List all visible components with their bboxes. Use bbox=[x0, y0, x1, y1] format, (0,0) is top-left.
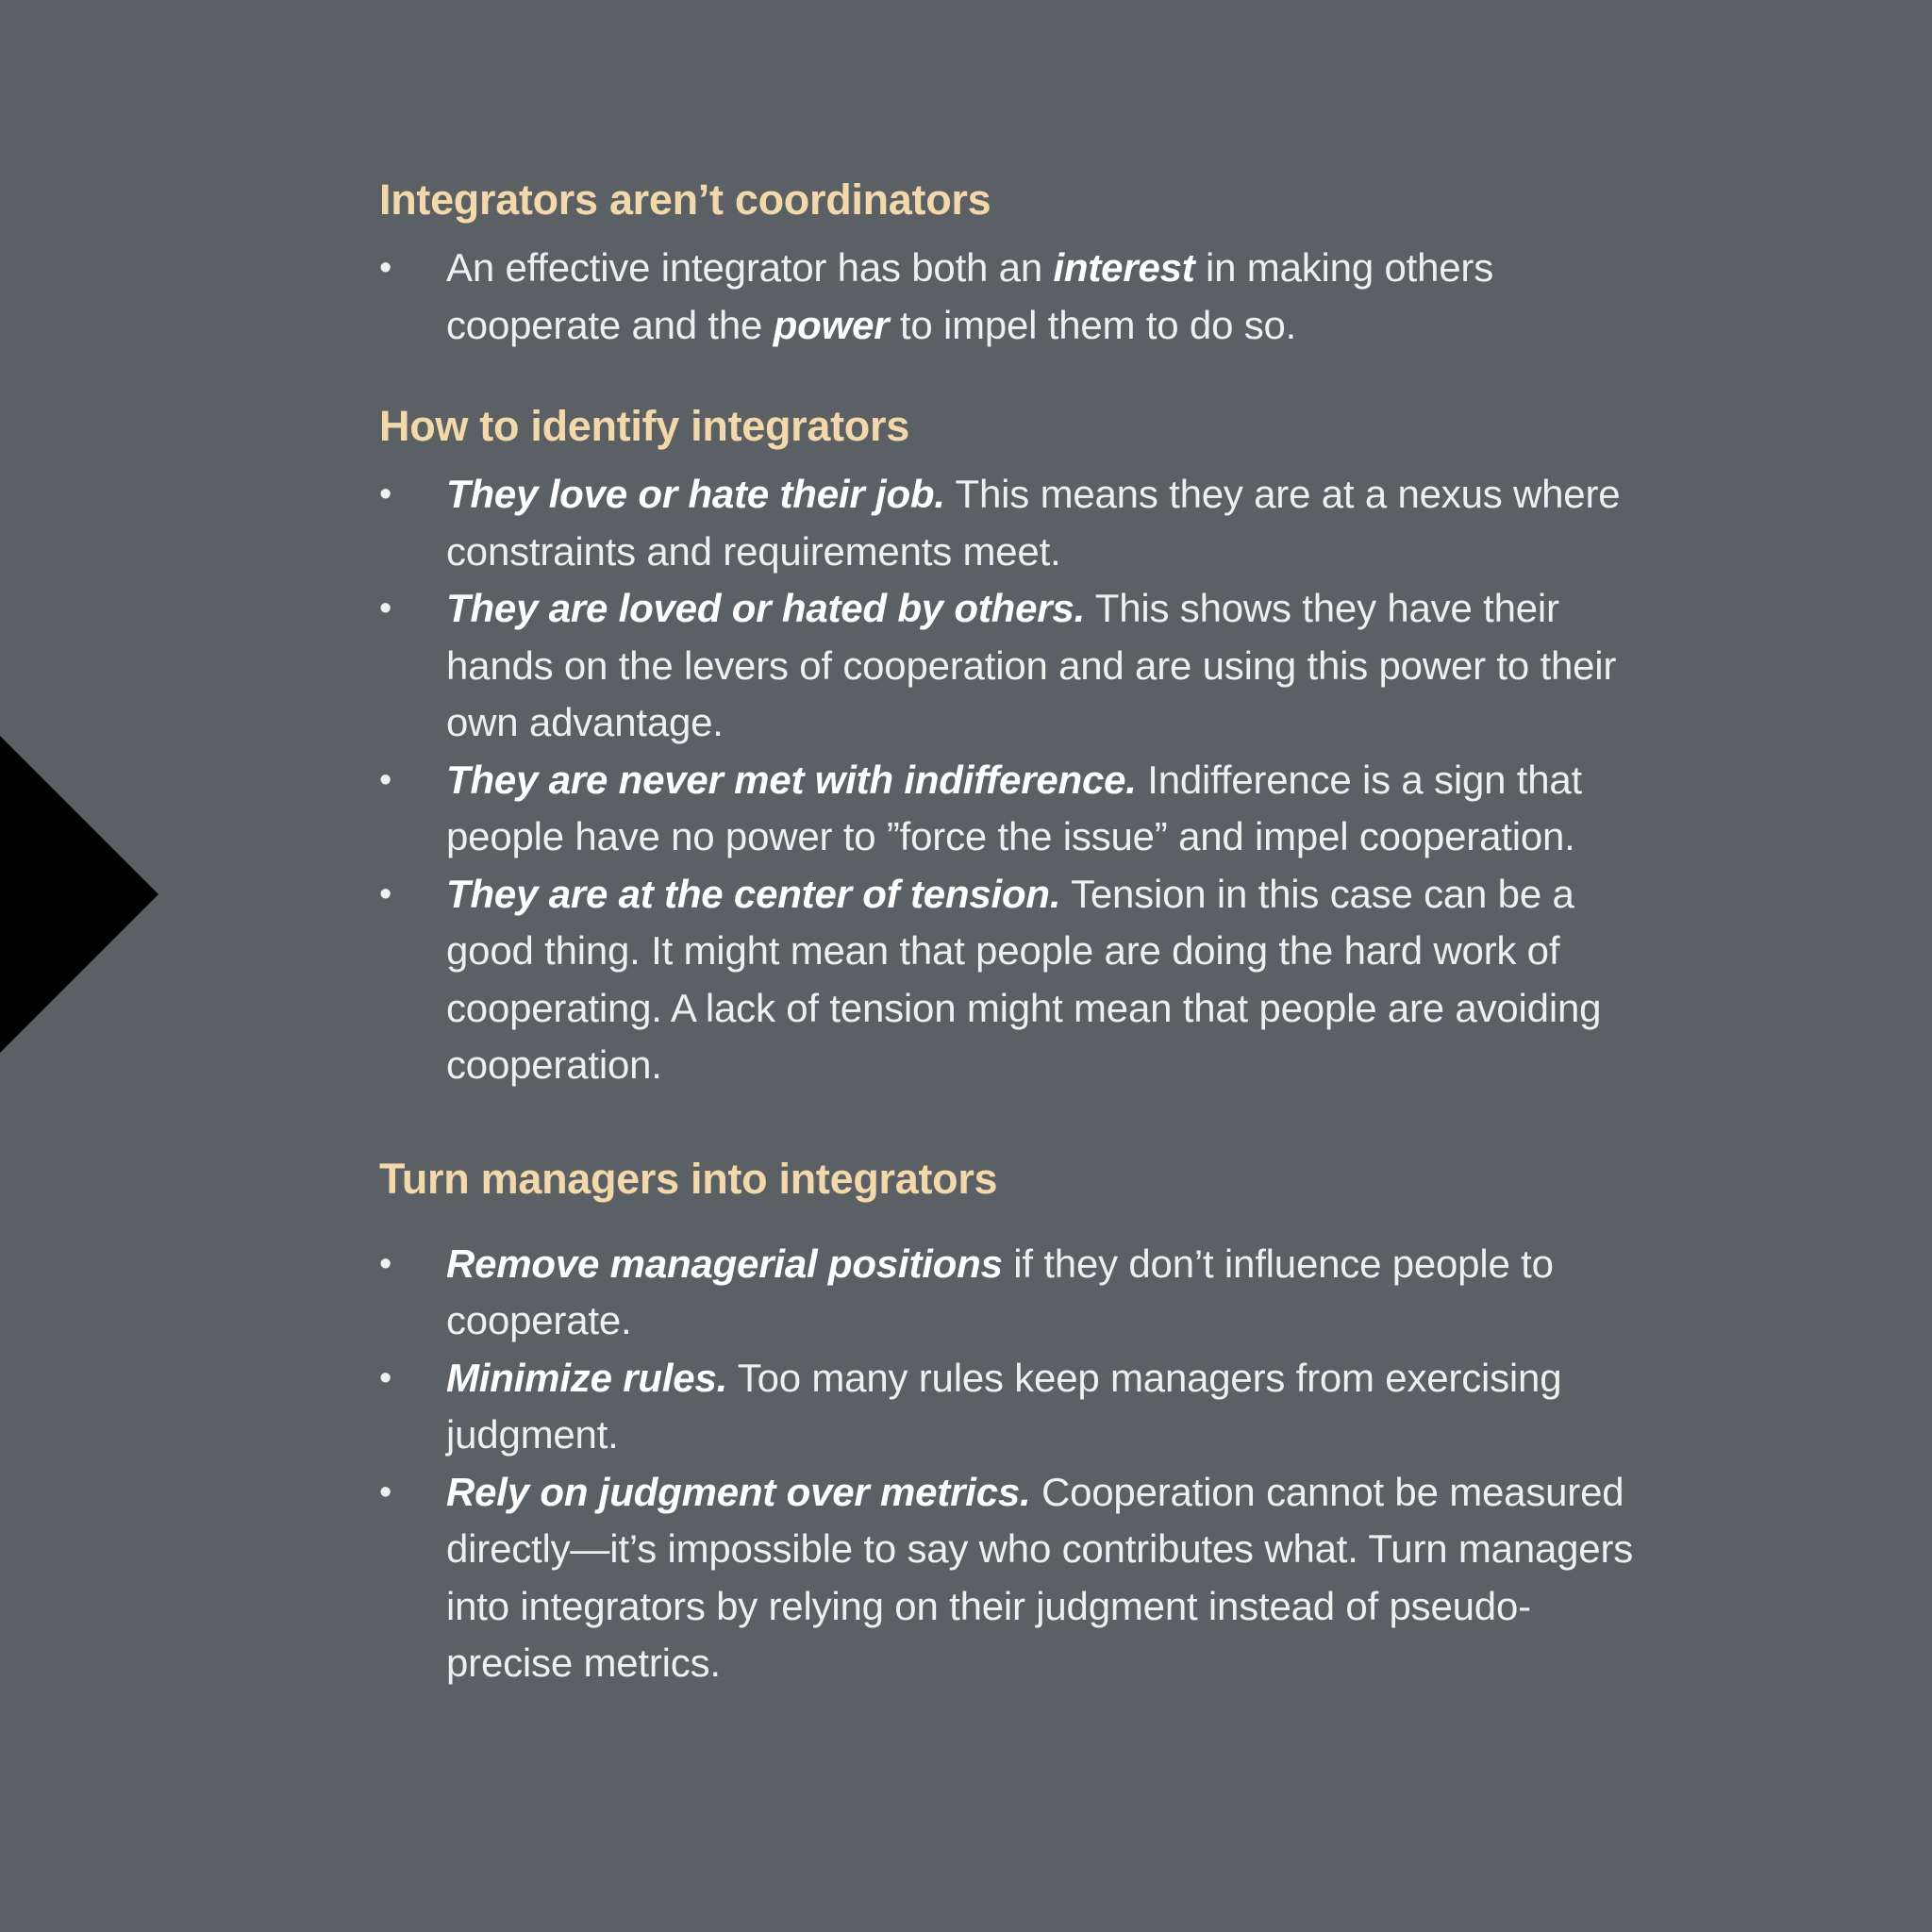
item-lead: They are at the center of tension. bbox=[446, 871, 1061, 916]
section-heading-turn-managers: Turn managers into integrators bbox=[379, 1154, 998, 1203]
bullet: • bbox=[379, 759, 392, 800]
emphasis-interest: interest bbox=[1053, 245, 1195, 290]
item-lead: They are never met with indifference. bbox=[446, 757, 1137, 802]
section-heading-identify: How to identify integrators bbox=[379, 402, 909, 450]
item-lead: Rely on judgment over metrics. bbox=[446, 1469, 1031, 1514]
turn-managers-list bbox=[379, 1236, 1643, 1692]
item-text: if they don’t influence people to cooperate. bbox=[446, 1241, 1554, 1342]
coordinators-list bbox=[379, 240, 1643, 354]
section-heading-coordinators: Integrators aren’t coordinators bbox=[379, 175, 991, 224]
list-item bbox=[379, 1464, 1643, 1692]
item-text: Cooperation cannot be measured directly—it’s impossible to say who contributes what. Turn managers into integrators by relying on their judgment instead of pseudo-precise metrics. bbox=[446, 1469, 1634, 1685]
bullet: • bbox=[379, 248, 392, 288]
bullet: • bbox=[379, 1357, 392, 1398]
bullet: • bbox=[379, 475, 392, 514]
bullet: • bbox=[379, 1243, 392, 1284]
list-item bbox=[379, 1236, 1643, 1350]
list-item bbox=[379, 752, 1643, 866]
item-text: Too many rules keep managers from exercising judgment. bbox=[446, 1355, 1562, 1457]
list-item bbox=[379, 466, 1643, 580]
identify-list bbox=[379, 466, 1643, 1094]
item-text: Indifference is a sign that people have no power to ”force the issue” and impel cooperation. bbox=[446, 757, 1583, 858]
item-lead: They are loved or hated by others. bbox=[446, 586, 1086, 630]
item-lead: They love or hate their job. bbox=[446, 472, 945, 516]
list-item: • An effective integrator has both an interest in making others cooperate and the power to impel them to do so. bbox=[379, 240, 1643, 354]
emphasis-power: power bbox=[773, 302, 890, 347]
item-text: This means they are at a nexus where constraints and requirements meet. bbox=[446, 472, 1621, 574]
list-item bbox=[379, 866, 1643, 1094]
bullet: • bbox=[379, 874, 392, 914]
item-lead: Minimize rules. bbox=[446, 1355, 728, 1400]
left-arrow-decoration bbox=[0, 736, 158, 1053]
list-item bbox=[379, 580, 1643, 752]
item-text: This shows they have their hands on the levers of cooperation and are using this power to their own advantage. bbox=[446, 586, 1617, 744]
bullet: • bbox=[379, 589, 392, 628]
item-lead: Remove managerial positions bbox=[446, 1241, 1003, 1286]
document-body bbox=[379, 170, 1643, 1692]
list-item bbox=[379, 1350, 1643, 1464]
bullet: • bbox=[379, 1472, 392, 1512]
item-text: Tension in this case can be a good thing. It might mean that people are doing the hard work of cooperating. A lack of tension might mean that people are avoiding cooperation. bbox=[446, 871, 1602, 1087]
